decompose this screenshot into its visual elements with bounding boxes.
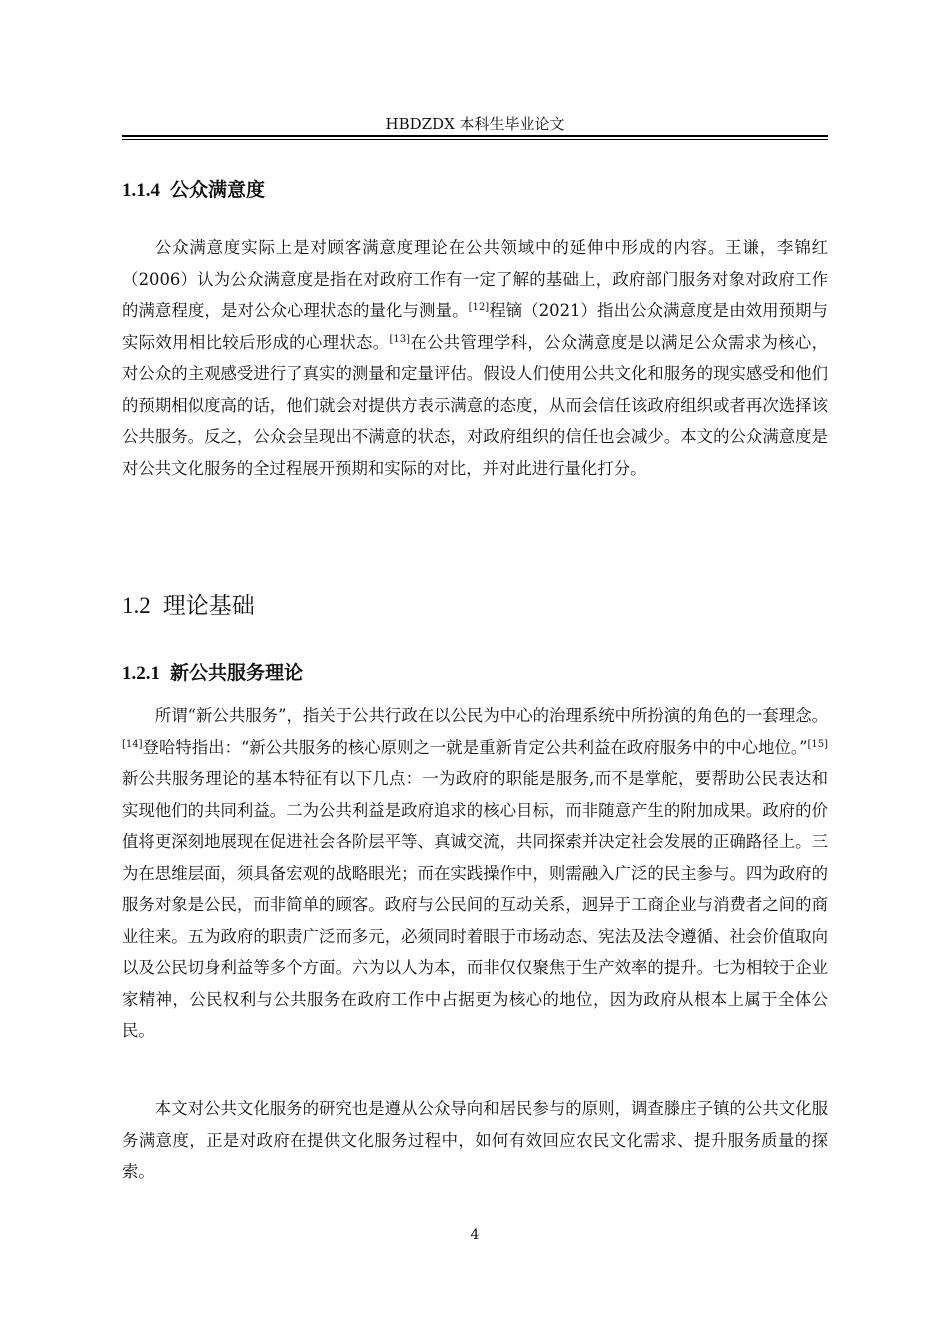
section-title: 新公共服务理论	[170, 662, 304, 684]
citation-12: [12]	[468, 302, 490, 313]
paragraph-text: 在公共管理学科，公众满意度是以满足公众需求为核心，对公众的主观感受进行了真实的测量和定量评估。假设人们使用公共文化和服务的现实感受和他们的预期相似度高的话，他们就会对提供方表示满意的态度，从而会信任该政府组织或者再次选择该公共服务。反之，公众会呈现出不满意的状态，对政府组织的信任也会减少。本文的公众满意度是对公共文化服务的全过程展开预期和实际的对比，并对此进行量化打分。	[122, 332, 828, 478]
section-number: 1.2	[122, 593, 151, 618]
section-heading-1-2	[122, 591, 828, 621]
citation-15: [15]	[807, 738, 828, 750]
section-title: 公众满意度	[170, 179, 266, 201]
paragraph-new-public-service	[122, 700, 828, 1047]
paragraph-text: 新公共服务理论的基本特征有以下几点：一为政府的职能是服务,而不是掌舵，要帮助公民表达和实现他们的共同利益。二为公共利益是政府追求的核心目标，而非随意产生的附加成果。政府的价值将更深刻地展现在促进社会各阶层平等、真诚交流，共同探索并决定社会发展的正确路径上。三为在思维层面，须具备宏观的战略眼光；而在实践操作中，则需融入广泛的民主参与。四为政府的服务对象是公民，而非简单的顾客。政府与公民间的互动关系，迥异于工商企业与消费者之间的商业往来。五为政府的职责广泛而多元，必须同时着眼于市场动态、宪法及法令遵循、社会价值取向以及公民切身利益等多个方面。六为以人为本，而非仅仅聚焦于生产效率的提升。七为相较于企业家精神，公民权利与公共服务在政府工作中占据更为核心的地位，因为政府从根本上属于全体公民。	[122, 769, 828, 1040]
section-number: 1.2.1	[122, 663, 160, 684]
paragraph-public-satisfaction	[122, 232, 828, 484]
section-title: 理论基础	[162, 593, 255, 619]
header-rule-thin	[122, 139, 828, 140]
paragraph-text: 公众满意度实际上是对顾客满意度理论在公共领域中的延伸中形成的内容。王谦，李锦红（2006）认为公众满意度是指在对政府工作有一定了解的基础上，政府部门服务对象对政府工作的满意程度，是对公众心理状态的量化与测量。	[122, 238, 828, 320]
section-heading-1-1-4	[122, 178, 828, 203]
page-number: 4	[470, 1227, 480, 1243]
paragraph-study-application: 本文对公共文化服务的研究也是遵从公众导向和居民参与的原则，调查滕庄子镇的公共文化服务满意度，正是对政府在提供文化服务过程中，如何有效回应农民文化需求、提升服务质量的探索。	[122, 1099, 828, 1181]
section-number: 1.1.4	[122, 180, 160, 201]
citation-13: [13]	[389, 333, 411, 345]
paragraph-text: 程镝（2021）指出公众满意度是由效用预期与实际效用相比较后形成的心理状态。	[122, 301, 828, 352]
citation-14: [14]	[122, 738, 143, 750]
paragraph-text: 登哈特指出：“新公共服务的核心原则之一就是重新肯定公共利益在政府服务中的中心地位。”	[142, 737, 808, 757]
section-heading-1-2-1	[122, 661, 828, 686]
running-header: HBDZDX 本科生毕业论文	[385, 115, 565, 133]
paragraph-text: 所谓“新公共服务”，指关于公共行政在以公民为中心的治理系统中所扮演的角色的一套理念。	[154, 706, 828, 725]
header-rule-thick	[122, 135, 828, 137]
